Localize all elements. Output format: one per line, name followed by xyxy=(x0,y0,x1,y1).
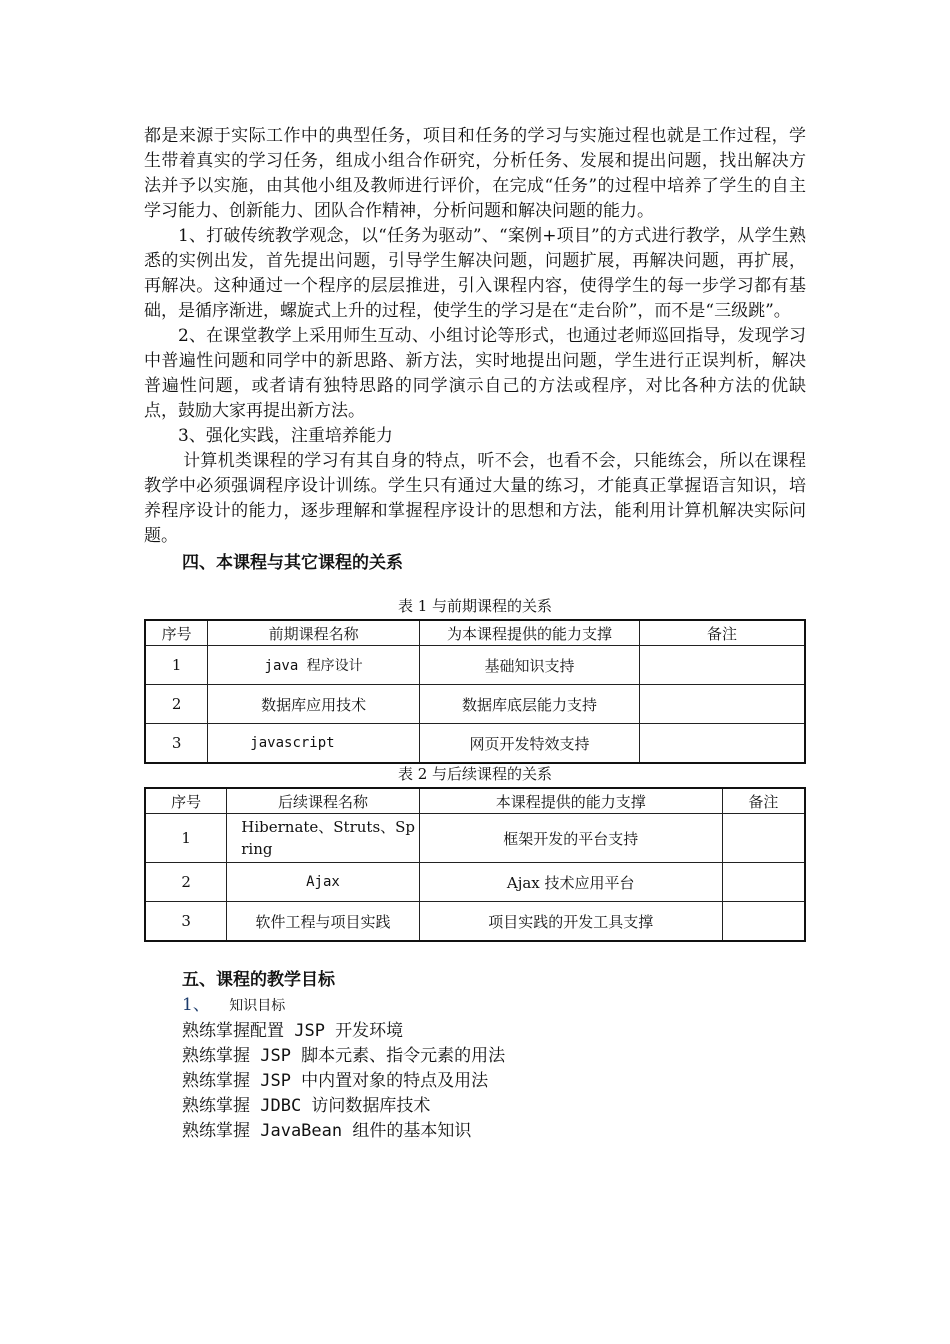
table-2-caption: 表 2 与后续课程的关系 xyxy=(397,765,553,783)
table-header-row xyxy=(145,788,805,814)
table-header-cell: 备注 xyxy=(722,788,805,814)
objective-item: 熟练掌握 JDBC 访问数据库技术 xyxy=(182,1096,431,1116)
table-cell-note xyxy=(640,685,805,724)
table-cell-index: 3 xyxy=(145,724,208,764)
objective-item: 熟练掌握 JavaBean 组件的基本知识 xyxy=(182,1121,472,1141)
table-cell-support: 框架开发的平台支持 xyxy=(419,814,722,863)
paragraph-intro: 都是来源于实际工作中的典型任务，项目和任务的学习与实施过程也就是工作过程，学生带着真实的学习任务，组成小组合作研究，分析任务、发展和提出问题，找出解决方法并予以实施，由其他小组及教师进行评价，在完成“任务”的过程中培养了学生的自主学习能力、创新能力、团队合作精神，分析问题和解决问题的能力。 xyxy=(144,126,806,221)
table-cell-support: 网页开发特效支持 xyxy=(419,724,639,764)
table-cell-note xyxy=(640,724,805,764)
table-cell-course: java 程序设计 xyxy=(208,646,420,685)
objective-item: 熟练掌握 JSP 脚本元素、指令元素的用法 xyxy=(182,1046,506,1066)
table-cell-note xyxy=(722,863,805,902)
table-cell-note xyxy=(722,902,805,942)
table-cell-support: 项目实践的开发工具支撑 xyxy=(419,902,722,942)
table-row xyxy=(145,724,805,764)
table-cell-index: 3 xyxy=(145,902,227,942)
table-row xyxy=(145,646,805,685)
table-cell-note xyxy=(722,814,805,863)
subsection-title xyxy=(182,993,806,1019)
table-cell-support: 数据库底层能力支持 xyxy=(419,685,639,724)
table-cell-note xyxy=(640,646,805,685)
subsection-label: 知识目标 xyxy=(229,998,286,1014)
table-row xyxy=(145,863,805,902)
document-page xyxy=(144,124,806,1144)
table-header-cell: 序号 xyxy=(145,788,227,814)
objective-item: 熟练掌握配置 JSP 开发环境 xyxy=(182,1021,404,1041)
table-header-cell: 后续课程名称 xyxy=(227,788,419,814)
table-header-cell: 本课程提供的能力支撑 xyxy=(419,788,722,814)
section-4-title: 四、本课程与其它课程的关系 xyxy=(182,553,403,573)
subsection-number: 1、 xyxy=(182,995,210,1015)
table-row xyxy=(145,814,805,863)
table-cell-index: 2 xyxy=(145,863,227,902)
table-cell-support: Ajax 技术应用平台 xyxy=(419,863,722,902)
table-cell-course: Ajax xyxy=(227,863,419,902)
table-header-cell: 为本课程提供的能力支撑 xyxy=(419,620,639,646)
objective-item: 熟练掌握 JSP 中内置对象的特点及用法 xyxy=(182,1071,489,1091)
table-header-cell: 序号 xyxy=(145,620,208,646)
table-follow-up-courses xyxy=(144,787,806,942)
table-header-row xyxy=(145,620,805,646)
paragraph-point-3-body: 计算机类课程的学习有其自身的特点，听不会，也看不会，只能练会，所以在课程教学中必须强调程序设计训练。学生只有通过大量的练习，才能真正掌握语言知识，培养程序设计的能力，逐步理解和掌握程序设计的思想和方法，能利用计算机解决实际问题。 xyxy=(144,451,806,546)
table-cell-course: Hibernate、Struts、Spring xyxy=(227,814,419,863)
table-prior-courses xyxy=(144,619,806,764)
table-header-cell: 前期课程名称 xyxy=(208,620,420,646)
table-cell-index: 1 xyxy=(145,814,227,863)
table-row xyxy=(145,685,805,724)
table-header-cell: 备注 xyxy=(640,620,805,646)
table-cell-course: 数据库应用技术 xyxy=(208,685,420,724)
table-row xyxy=(145,902,805,942)
table-cell-course: 软件工程与项目实践 xyxy=(227,902,419,942)
table-1-caption: 表 1 与前期课程的关系 xyxy=(397,597,553,615)
table-cell-index: 1 xyxy=(145,646,208,685)
table-cell-course: javascript xyxy=(208,724,420,764)
paragraph-point-2: 2、在课堂教学上采用师生互动、小组讨论等形式，也通过老师巡回指导，发现学习中普遍性问题和同学中的新思路、新方法，实时地提出问题，学生进行正误判析，解决普遍性问题，或者请有独特思路的同学演示自己的方法或程序，对比各种方法的优缺点，鼓励大家再提出新方法。 xyxy=(144,326,806,421)
paragraph-point-1: 1、打破传统教学观念，以“任务为驱动”、“案例+项目”的方式进行教学，从学生熟悉的实例出发，首先提出问题，引导学生解决问题，问题扩展，再解决问题，再扩展，再解决。这种通过一个程序的层层推进，引入课程内容，使得学生的每一步学习都有基础，是循序渐进，螺旋式上升的过程，使学生的学习是在“走台阶”，而不是“三级跳”。 xyxy=(144,226,806,321)
section-5-title: 五、课程的教学目标 xyxy=(182,970,335,990)
paragraph-point-3-heading: 3、强化实践，注重培养能力 xyxy=(178,426,393,446)
table-cell-index: 2 xyxy=(145,685,208,724)
table-cell-support: 基础知识支持 xyxy=(419,646,639,685)
